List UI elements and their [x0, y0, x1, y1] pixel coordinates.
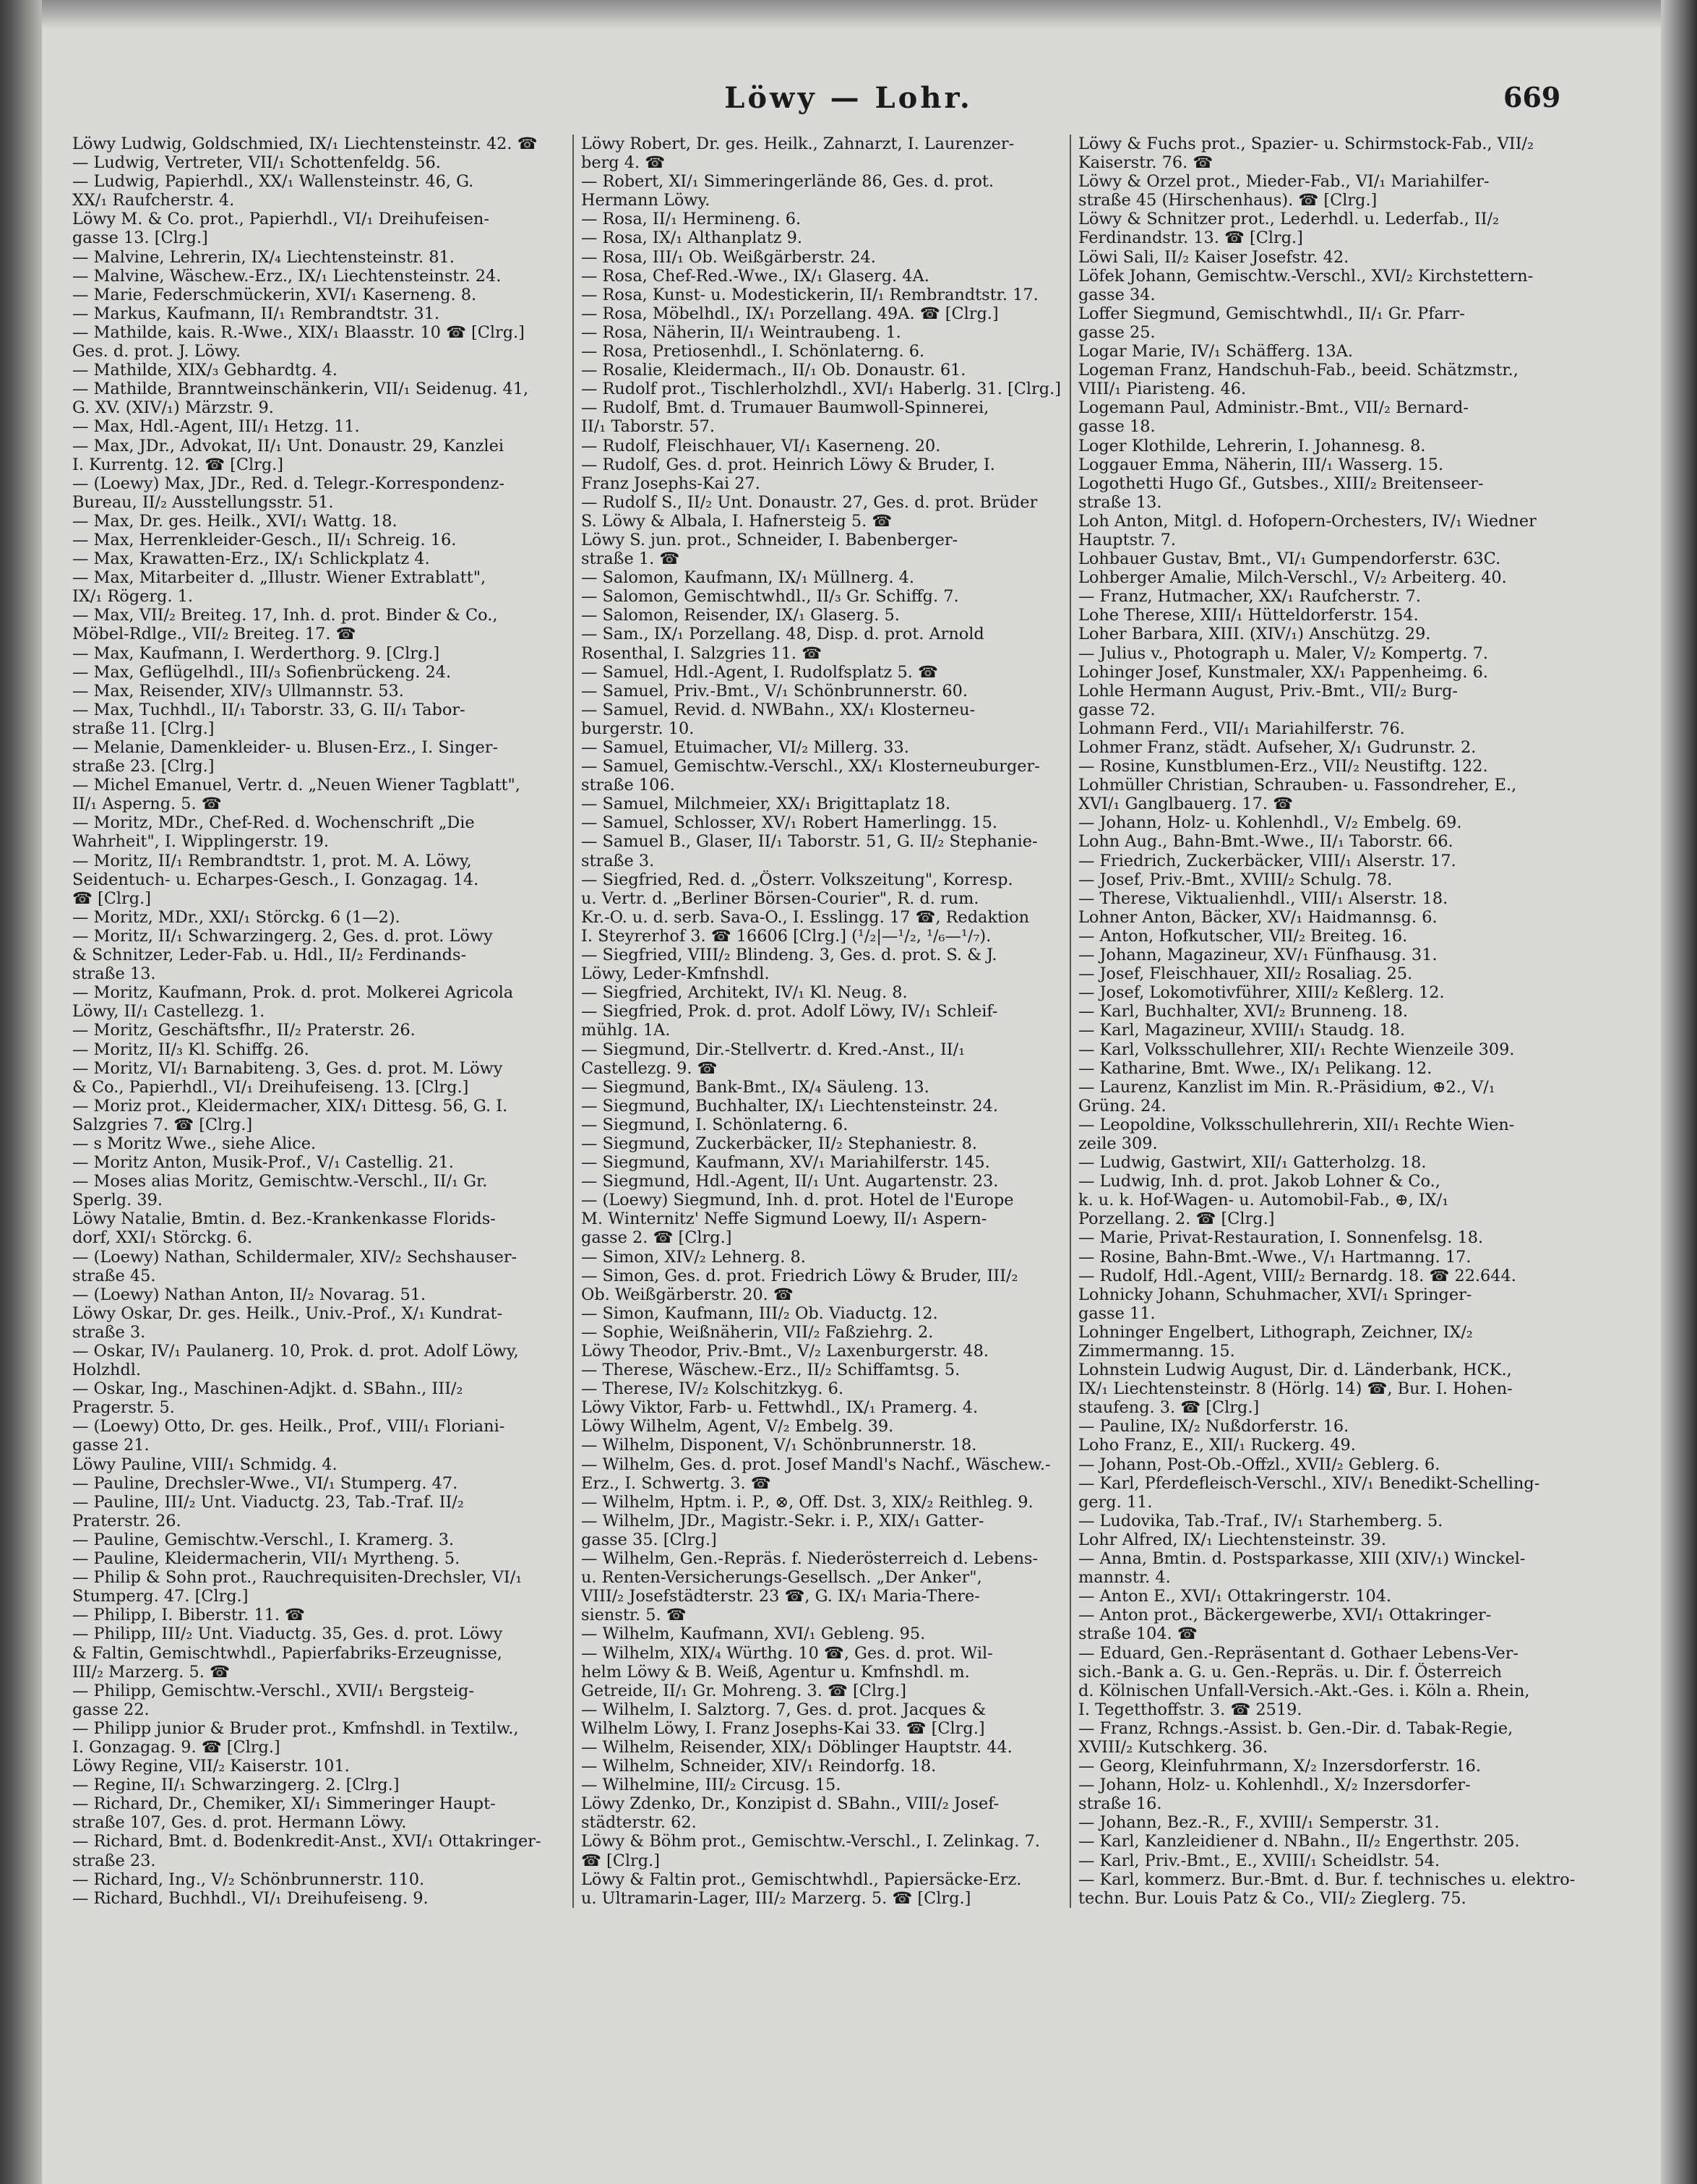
directory-entry-line: Castellezg. 9. ☎	[581, 1058, 718, 1078]
directory-entry-line: Praterstr. 26.	[72, 1511, 181, 1530]
directory-entry-line: Löwy M. & Co. prot., Papierhdl., VI/₁ Dreihufeisen-	[72, 210, 489, 229]
directory-entry-line: — Moses alias Moritz, Gemischtw.-Verschl., II/₁ Gr.	[72, 1172, 488, 1191]
directory-entry-line: — Max, Kaufmann, I. Werderthorg. 9. [Clrg.]	[72, 643, 440, 663]
directory-entry-line: Loho Franz, E., XII/₁ Ruckerg. 49.	[1078, 1436, 1356, 1455]
directory-entry-line: IX/₁ Rögerg. 1.	[72, 587, 193, 607]
directory-entry-line: Lohe Therese, XIII/₁ Hütteldorferstr. 154.	[1078, 606, 1419, 625]
directory-entry-line: — Wilhelm, Disponent, V/₁ Schönbrunnerstr. 18.	[581, 1436, 977, 1455]
directory-entry-line: Lohmann Ferd., VII/₁ Mariahilferstr. 76.	[1078, 719, 1405, 738]
directory-entry-line: Bureau, II/₂ Ausstellungsstr. 51.	[72, 492, 334, 512]
directory-entry-line: — Therese, IV/₂ Kolschitzkyg. 6.	[581, 1379, 844, 1399]
directory-entry-line: — Karl, Kanzleidiener d. NBahn., II/₂ Engerthstr. 205.	[1078, 1832, 1520, 1851]
directory-entry-line: I. Tegetthoffstr. 3. ☎ 2519.	[1078, 1700, 1302, 1719]
directory-entry-line: — Samuel, Priv.-Bmt., V/₁ Schönbrunnerstr. 60.	[581, 681, 968, 701]
directory-entry-line: gerg. 11.	[1078, 1492, 1153, 1512]
directory-entry-line: straße 3.	[581, 851, 655, 870]
directory-entry-line: — Moritz, VI/₁ Barnabiteng. 3, Ges. d. prot. M. Löwy	[72, 1058, 503, 1078]
directory-entry-line: — Rudolf, Ges. d. prot. Heinrich Löwy & Bruder, I.	[581, 455, 995, 474]
directory-entry-line: straße 11. [Clrg.]	[72, 719, 215, 738]
directory-entry-line: — Rudolf S., II/₂ Unt. Donaustr. 27, Ges. d. prot. Brüder	[581, 492, 1038, 512]
directory-entry-line: & Co., Papierhdl., VI/₁ Dreihufeiseng. 13. [Clrg.]	[72, 1077, 469, 1097]
directory-entry-line: — Regine, II/₁ Schwarzingerg. 2. [Clrg.]	[72, 1776, 400, 1795]
directory-entry-line: Logar Marie, IV/₁ Schäfferg. 13A.	[1078, 342, 1353, 361]
directory-entry-line: II/₁ Asperng. 5. ☎	[72, 795, 222, 814]
directory-entry-line: straße 23. [Clrg.]	[72, 757, 215, 776]
directory-entry-line: Grüng. 24.	[1078, 1096, 1167, 1115]
directory-entry-line: — Max, Krawatten-Erz., IX/₁ Schlickplatz 4.	[72, 549, 430, 569]
directory-entry-line: Lohmüller Christian, Schrauben- u. Fassondreher, E.,	[1078, 776, 1517, 795]
directory-entry-line: — (Loewy) Siegmund, Inh. d. prot. Hotel de l'Europe	[581, 1191, 1014, 1210]
directory-entry-line: Lohmer Franz, städt. Aufseher, X/₁ Gudrunstr. 2.	[1078, 738, 1477, 757]
directory-entry-line: Hermann Löwy.	[581, 191, 710, 210]
directory-entry-line: — Wilhelmine, III/₂ Circusg. 15.	[581, 1776, 841, 1795]
directory-entry-line: — Moritz, II/₁ Schwarzingerg. 2, Ges. d. prot. Löwy	[72, 926, 493, 946]
directory-entry-line: — Rudolf, Fleischhauer, VI/₁ Kaserneng. 20.	[581, 436, 941, 455]
directory-entry-line: — Wilhelm, Schneider, XIV/₁ Reindorfg. 18.	[581, 1757, 937, 1776]
directory-entry-line: u. Vertr. d. „Berliner Börsen-Courier", R. d. rum.	[581, 888, 979, 908]
directory-entry-line: VIII/₁ Piaristeng. 46.	[1078, 380, 1247, 399]
directory-entry-line: — Ludwig, Vertreter, VII/₁ Schottenfeldg. 56.	[72, 153, 441, 173]
directory-entry-line: — Rudolf prot., Tischlerholzhdl., XVI/₁ Haberlg. 31. [Clrg.]	[581, 380, 1061, 399]
directory-entry-line: — Moriz prot., Kleidermacher, XIX/₁ Dittesg. 56, G. I.	[72, 1096, 508, 1115]
directory-entry-line: straße 23.	[72, 1851, 156, 1870]
directory-entry-line: Löwy Viktor, Farb- u. Fettwhdl., IX/₁ Pramerg. 4.	[581, 1398, 979, 1418]
directory-entry-line: — Wilhelm, I. Salztorg. 7, Ges. d. prot. Jacques &	[581, 1700, 987, 1719]
directory-entry-line: — Siegfried, VIII/₂ Blindeng. 3, Ges. d. prot. S. & J.	[581, 946, 997, 965]
directory-entry-line: — Karl, Pferdefleisch-Verschl., XIV/₁ Benedikt-Schelling-	[1078, 1473, 1540, 1493]
directory-entry-line: — Samuel B., Glaser, II/₁ Taborstr. 51, G. II/₂ Stephanie-	[581, 832, 1038, 852]
directory-entry-line: — Max, Tuchhdl., II/₁ Taborstr. 33, G. II/₁ Tabor-	[72, 700, 465, 719]
directory-entry-line: — Oskar, Ing., Maschinen-Adjkt. d. SBahn., III/₂	[72, 1379, 463, 1399]
directory-entry-line: dorf, XXI/₁ Störckg. 6.	[72, 1228, 253, 1248]
directory-entry-line: — Franz, Rchngs.-Assist. b. Gen.-Dir. d. Tabak-Regie,	[1078, 1718, 1513, 1738]
directory-entry-line: städterstr. 62.	[581, 1813, 697, 1833]
directory-entry-line: — Ludwig, Inh. d. prot. Jakob Lohner & Co.,	[1078, 1172, 1440, 1191]
directory-entry-line: Möbel-Rdlge., VII/₂ Breiteg. 17. ☎	[72, 625, 356, 644]
directory-entry-line: — Moritz, MDr., XXI/₁ Störckg. 6 (1—2).	[72, 907, 400, 927]
directory-entry-line: — Pauline, Kleidermacherin, VII/₁ Myrtheng. 5.	[72, 1549, 460, 1569]
directory-entry-line: I. Steyrerhof 3. ☎ 16606 [Clrg.] (¹/₂|—¹/₂, ¹/₆—¹/₇).	[581, 926, 992, 946]
directory-entry-line: Löwy & Schnitzer prot., Lederhdl. u. Lederfab., II/₂	[1078, 210, 1500, 229]
directory-entry-line: — Marie, Federschmückerin, XVI/₁ Kaserneng. 8.	[72, 285, 477, 304]
directory-entry-line: — Anton, Hofkutscher, VII/₂ Breiteg. 16.	[1078, 926, 1408, 946]
directory-entry-line: gasse 25.	[1078, 322, 1156, 342]
directory-entry-line: Löwy & Böhm prot., Gemischtw.-Verschl., I. Zelinkag. 7.	[581, 1832, 1040, 1851]
directory-entry-line: — Eduard, Gen.-Repräsentant d. Gothaer Lebens-Ver-	[1078, 1643, 1518, 1663]
directory-entry-line: S. Löwy & Albala, I. Hafnersteig 5. ☎	[581, 511, 893, 531]
directory-entry-line: Lohle Hermann August, Priv.-Bmt., VII/₂ Burg-	[1078, 681, 1458, 701]
directory-entry-line: gasse 21.	[72, 1436, 150, 1455]
directory-entry-line: k. u. k. Hof-Wagen- u. Automobil-Fab., ⊕, IX/₁	[1078, 1191, 1449, 1210]
directory-entry-line: — Karl, Magazineur, XVIII/₁ Staudg. 18.	[1078, 1021, 1406, 1040]
directory-entry-line: Hauptstr. 7.	[1078, 530, 1176, 549]
directory-entry-line: Lohnicky Johann, Schuhmacher, XVI/₁ Springer-	[1078, 1285, 1472, 1304]
directory-entry-line: III/₂ Marzerg. 5. ☎	[72, 1662, 230, 1682]
directory-entry-line: — Anna, Bmtin. d. Postsparkasse, XIII (XIV/₁) Winckel-	[1078, 1549, 1526, 1569]
directory-entry-line: — Rosine, Kunstblumen-Erz., VII/₂ Neustiftg. 122.	[1078, 757, 1488, 776]
directory-entry-line: Getreide, II/₁ Gr. Mohreng. 3. ☎ [Clrg.]	[581, 1681, 906, 1700]
directory-entry-line: — Siegmund, Dir.-Stellvertr. d. Kred.-Anst., II/₁	[581, 1040, 966, 1059]
directory-entry-line: — Melanie, Damenkleider- u. Blusen-Erz., I. Singer-	[72, 738, 499, 757]
directory-entry-line: — Siegmund, I. Schönlaterng. 6.	[581, 1115, 848, 1134]
directory-entry-line: — Rosa, Möbelhdl., IX/₁ Porzellang. 49A. ☎ [Clrg.]	[581, 304, 999, 323]
directory-entry-line: gasse 22.	[72, 1700, 150, 1719]
directory-entry-line: — Samuel, Milchmeier, XX/₁ Brigittaplatz 18.	[581, 795, 951, 814]
directory-entry-line: u. Renten-Versicherungs-Gesellsch. „Der Anker",	[581, 1568, 982, 1588]
directory-entry-line: — Samuel, Revid. d. NWBahn., XX/₁ Klosterneu-	[581, 700, 976, 719]
directory-entry-line: XX/₁ Raufcherstr. 4.	[72, 191, 235, 210]
directory-entry-line: — Josef, Priv.-Bmt., XVIII/₂ Schulg. 78.	[1078, 870, 1393, 889]
directory-entry-line: berg 4. ☎	[581, 153, 666, 173]
directory-entry-line: — Siegmund, Kaufmann, XV/₁ Mariahilferstr. 145.	[581, 1153, 990, 1173]
directory-entry-line: — Oskar, IV/₁ Paulanerg. 10, Prok. d. prot. Adolf Löwy,	[72, 1342, 519, 1361]
directory-entry-line: — Siegfried, Red. d. „Österr. Volkszeitung", Korresp.	[581, 870, 1013, 889]
directory-entry-line: Wilhelm Löwy, I. Franz Josephs-Kai 33. ☎ [Clrg.]	[581, 1718, 985, 1738]
directory-entry-line: Löwy & Fuchs prot., Spazier- u. Schirmstock-Fab., VII/₂	[1078, 134, 1534, 153]
directory-entry-line: — Max, Mitarbeiter d. „Illustr. Wiener Extrablatt",	[72, 568, 486, 588]
directory-entry-line: Loher Barbara, XIII. (XIV/₁) Anschützg. 29.	[1078, 625, 1431, 644]
directory-entry-line: — Simon, XIV/₂ Lehnerg. 8.	[581, 1247, 806, 1267]
directory-entry-line: Löwy Ludwig, Goldschmied, IX/₁ Liechtensteinstr. 42. ☎	[72, 134, 538, 153]
directory-entry-line: — Michel Emanuel, Vertr. d. „Neuen Wiener Tagblatt",	[72, 776, 520, 795]
directory-entry-line: G. XV. (XIV/₁) Märzstr. 9.	[72, 398, 274, 418]
directory-entry-line: sienstr. 5. ☎	[581, 1606, 687, 1625]
directory-entry-line: Rosenthal, I. Salzgries 11. ☎	[581, 643, 822, 663]
directory-entry-line: Sperlg. 39.	[72, 1191, 163, 1210]
directory-entry-line: — Siegmund, Zuckerbäcker, II/₂ Stephaniestr. 8.	[581, 1134, 977, 1153]
directory-entry-line: — Max, Hdl.-Agent, III/₁ Hetzg. 11.	[72, 417, 360, 437]
column-2	[572, 134, 1078, 1908]
directory-entry-line: — Salomon, Reisender, IX/₁ Glaserg. 5.	[581, 606, 900, 625]
directory-entry-line: gasse 35. [Clrg.]	[581, 1530, 717, 1549]
directory-entry-line: Logemann Paul, Administr.-Bmt., VII/₂ Bernard-	[1078, 398, 1469, 418]
directory-entry-line: — Philipp, Gemischtw.-Verschl., XVII/₁ Bergsteig-	[72, 1681, 474, 1700]
directory-entry-line: ☎ [Clrg.]	[581, 1851, 660, 1870]
directory-entry-line: Logothetti Hugo Gf., Gutsbes., XIII/₂ Breitenseer-	[1078, 474, 1484, 493]
directory-entry-line: Loffer Siegmund, Gemischtwhdl., II/₁ Gr. Pfarr-	[1078, 304, 1465, 323]
directory-entry-line: Löwy Oskar, Dr. ges. Heilk., Univ.-Prof., X/₁ Kundrat-	[72, 1303, 503, 1323]
directory-entry-line: — Ludovika, Tab.-Traf., IV/₁ Starhemberg. 5.	[1078, 1511, 1443, 1530]
directory-entry-line: — Moritz, II/₁ Rembrandtstr. 1, prot. M. A. Löwy,	[72, 851, 472, 870]
directory-entry-line: — Johann, Bez.-R., F., XVIII/₁ Semperstr. 31.	[1078, 1813, 1440, 1833]
directory-entry-line: — Georg, Kleinfuhrmann, X/₂ Inzersdorferstr. 16.	[1078, 1757, 1482, 1776]
directory-entry-line: — Moritz, II/₃ Kl. Schiffg. 26.	[72, 1040, 309, 1059]
directory-entry-line: — Wilhelm, Gen.-Repräs. f. Niederösterreich d. Lebens-	[581, 1549, 1039, 1569]
directory-entry-line: — Wilhelm, Ges. d. prot. Josef Mandl's Nachf., Wäschew.-	[581, 1455, 1051, 1474]
directory-entry-line: — Rudolf, Hdl.-Agent, VIII/₂ Bernardg. 18. ☎ 22.644.	[1078, 1266, 1516, 1285]
directory-entry-line: — Pauline, Gemischtw.-Verschl., I. Kramerg. 3.	[72, 1530, 455, 1549]
directory-entry-line: — Ludwig, Gastwirt, XII/₁ Gatterholzg. 18.	[1078, 1153, 1427, 1173]
column-3	[1070, 134, 1576, 1908]
directory-entry-line: — Siegmund, Buchhalter, IX/₁ Liechtensteinstr. 24.	[581, 1096, 998, 1115]
directory-entry-line: — Wilhelm, XIX/₄ Würthg. 10 ☎, Ges. d. prot. Wil-	[581, 1643, 993, 1663]
directory-entry-line: — Rosa, Näherin, II/₁ Weintraubeng. 1.	[581, 322, 901, 342]
directory-entry-line: — Johann, Post-Ob.-Offzl., XVII/₂ Geblerg. 6.	[1078, 1455, 1440, 1474]
directory-entry-line: — Ludwig, Papierhdl., XX/₁ Wallensteinstr. 46, G.	[72, 172, 474, 192]
directory-entry-line: XVI/₁ Ganglbauerg. 17. ☎	[1078, 795, 1293, 814]
directory-entry-line: Löwy Regine, VII/₂ Kaiserstr. 101.	[72, 1757, 350, 1776]
directory-entry-line: Loger Klothilde, Lehrerin, I. Johannesg. 8.	[1078, 436, 1426, 455]
directory-entry-line: gasse 13. [Clrg.]	[72, 228, 208, 248]
directory-entry-line: Kaiserstr. 76. ☎	[1078, 153, 1213, 173]
directory-entry-line: Lohn Aug., Bahn-Bmt.-Wwe., II/₁ Taborstr. 66.	[1078, 832, 1453, 852]
directory-entry-line: — Anton prot., Bäckergewerbe, XVI/₁ Ottakringer-	[1078, 1606, 1492, 1625]
directory-entry-line: — Samuel, Etuimacher, VI/₂ Millerg. 33.	[581, 738, 909, 757]
directory-entry-line: straße 107, Ges. d. prot. Hermann Löwy.	[72, 1813, 407, 1833]
directory-entry-line: — Max, JDr., Advokat, II/₁ Unt. Donaustr. 29, Kanzlei	[72, 436, 504, 455]
directory-entry-line: — Philipp junior & Bruder prot., Kmfnshdl. in Textilw.,	[72, 1718, 519, 1738]
directory-entry-line: Löwy Natalie, Bmtin. d. Bez.-Krankenkasse Florids-	[72, 1209, 496, 1229]
directory-entry-line: mannstr. 4.	[1078, 1568, 1171, 1588]
directory-entry-line: Holzhdl.	[72, 1361, 141, 1380]
directory-entry-line: — Simon, Ges. d. prot. Friedrich Löwy & Bruder, III/₂	[581, 1266, 1018, 1285]
directory-entry-line: Löfek Johann, Gemischtw.-Verschl., XVI/₂ Kirchstettern-	[1078, 266, 1534, 286]
directory-entry-line: Löwy S. jun. prot., Schneider, I. Babenberger-	[581, 530, 958, 549]
directory-entry-line: — Sam., IX/₁ Porzellang. 48, Disp. d. prot. Arnold	[581, 625, 984, 644]
directory-entry-line: — Franz, Hutmacher, XX/₁ Raufcherstr. 7.	[1078, 587, 1421, 607]
directory-entry-line: gasse 34.	[1078, 285, 1156, 304]
directory-entry-line: Löwy Pauline, VIII/₁ Schmidg. 4.	[72, 1455, 338, 1474]
directory-entry-line: — Therese, Viktualienhdl., VIII/₁ Alserstr. 18.	[1078, 888, 1448, 908]
directory-entry-line: — Malvine, Wäschew.-Erz., IX/₁ Liechtensteinstr. 24.	[72, 266, 502, 286]
directory-entry-line: — Samuel, Schlosser, XV/₁ Robert Hamerlingg. 15.	[581, 813, 997, 833]
directory-entry-line: VIII/₂ Josefstädterstr. 23 ☎, G. IX/₁ Maria-There-	[581, 1587, 980, 1606]
directory-entry-line: — Max, VII/₂ Breiteg. 17, Inh. d. prot. Binder & Co.,	[72, 606, 498, 625]
directory-entry-line: — Karl, Priv.-Bmt., E., XVIII/₁ Scheidlstr. 54.	[1078, 1851, 1440, 1870]
directory-entry-line: Franz Josephs-Kai 27.	[581, 474, 760, 493]
directory-entry-line: Ges. d. prot. J. Löwy.	[72, 342, 241, 361]
directory-entry-line: — Laurenz, Kanzlist im Min. R.-Präsidium, ⊕2., V/₁	[1078, 1077, 1495, 1097]
directory-entry-line: Lohinger Josef, Kunstmaler, XX/₁ Pappenheimg. 6.	[1078, 662, 1488, 682]
directory-entry-line: — Therese, Wäschew.-Erz., II/₂ Schiffamtsg. 5.	[581, 1361, 961, 1380]
directory-entry-line: Löwy Wilhelm, Agent, V/₂ Embelg. 39.	[581, 1417, 894, 1436]
directory-entry-line: — s Moritz Wwe., siehe Alice.	[72, 1134, 317, 1153]
directory-entry-line: d. Kölnischen Unfall-Versich.-Akt.-Ges. i. Köln a. Rhein,	[1078, 1681, 1530, 1700]
directory-entry-line: — Samuel, Hdl.-Agent, I. Rudolfsplatz 5. ☎	[581, 662, 938, 682]
directory-entry-line: Pragerstr. 5.	[72, 1398, 175, 1418]
directory-entry-line: — Josef, Fleischhauer, XII/₂ Rosaliag. 25.	[1078, 964, 1413, 984]
directory-entry-line: — Siegfried, Prok. d. prot. Adolf Löwy, IV/₁ Schleif-	[581, 1002, 998, 1022]
directory-entry-line: Löwy & Faltin prot., Gemischtwhdl., Papiersäcke-Erz.	[581, 1870, 1022, 1889]
directory-entry-line: — Rosa, IX/₁ Althanplatz 9.	[581, 228, 802, 248]
directory-entry-line: Loh Anton, Mitgl. d. Hofopern-Orchesters, IV/₁ Wiedner	[1078, 511, 1537, 531]
directory-entry-line: — Pauline, IX/₂ Nußdorferstr. 16.	[1078, 1417, 1349, 1436]
directory-entry-line: Lohbauer Gustav, Bmt., VI/₁ Gumpendorferstr. 63C.	[1078, 549, 1501, 569]
directory-entry-line: Porzellang. 2. ☎ [Clrg.]	[1078, 1209, 1275, 1229]
directory-entry-line: — Robert, XI/₁ Simmeringerlände 86, Ges. d. prot.	[581, 172, 994, 192]
directory-entry-line: — Johann, Holz- u. Kohlenhdl., V/₂ Embelg. 69.	[1078, 813, 1462, 833]
directory-entry-line: XVIII/₂ Kutschkerg. 36.	[1078, 1737, 1268, 1757]
directory-entry-line: — Max, Dr. ges. Heilk., XVI/₁ Wattg. 18.	[72, 511, 398, 531]
directory-entry-line: — Mathilde, XIX/₃ Gebhardtg. 4.	[72, 361, 338, 380]
running-title: Löwy — Lohr.	[724, 81, 973, 115]
directory-entry-line: — Siegmund, Bank-Bmt., IX/₄ Säuleng. 13.	[581, 1077, 929, 1097]
directory-entry-line: — Sophie, Weißnäherin, VII/₂ Faßziehrg. 2.	[581, 1322, 934, 1342]
directory-entry-line: helm Löwy & B. Weiß, Agentur u. Kmfnshdl. m.	[581, 1662, 970, 1682]
directory-entry-line: I. Kurrentg. 12. ☎ [Clrg.]	[72, 455, 284, 474]
page-number: 669	[1503, 81, 1561, 114]
directory-entry-line: Loggauer Emma, Näherin, III/₁ Wasserg. 15.	[1078, 455, 1444, 474]
directory-entry-line: straße 45.	[72, 1266, 156, 1285]
directory-entry-line: — (Loewy) Nathan, Schildermaler, XIV/₂ Sechshauser-	[72, 1247, 517, 1267]
directory-entry-line: straße 3.	[72, 1322, 146, 1342]
directory-entry-line: Lohr Alfred, IX/₁ Liechtensteinstr. 39.	[1078, 1530, 1386, 1549]
directory-entry-line: — Richard, Buchhdl., VI/₁ Dreihufeiseng. 9.	[72, 1888, 429, 1908]
directory-entry-line: — Philip & Sohn prot., Rauchrequisiten-Drechsler, VI/₁	[72, 1568, 523, 1588]
directory-entry-line: IX/₁ Liechtensteinstr. 8 (Hörlg. 14) ☎, Bur. I. Hohen-	[1078, 1379, 1513, 1399]
directory-entry-line: straße 45 (Hirschenhaus). ☎ [Clrg.]	[1078, 191, 1378, 210]
directory-entry-line: gasse 2. ☎ [Clrg.]	[581, 1228, 732, 1248]
directory-entry-line: Löwy, II/₁ Castellezg. 1.	[72, 1002, 265, 1022]
directory-entry-line: burgerstr. 10.	[581, 719, 695, 738]
directory-entry-line: — Moritz Anton, Musik-Prof., V/₁ Castellig. 21.	[72, 1153, 454, 1173]
directory-entry-line: Salzgries 7. ☎ [Clrg.]	[72, 1115, 253, 1134]
directory-entry-line: — Friedrich, Zuckerbäcker, VIII/₁ Alserstr. 17.	[1078, 851, 1456, 870]
directory-entry-line: — Richard, Dr., Chemiker, XI/₁ Simmeringer Haupt-	[72, 1794, 496, 1814]
directory-entry-line: Lohninger Engelbert, Lithograph, Zeichner, IX/₂	[1078, 1322, 1473, 1342]
directory-entry-line: — Siegfried, Architekt, IV/₁ Kl. Neug. 8.	[581, 983, 908, 1003]
directory-entry-line: — Samuel, Gemischtw.-Verschl., XX/₁ Klosterneuburger-	[581, 757, 1040, 776]
directory-entry-line: Ferdinandstr. 13. ☎ [Clrg.]	[1078, 228, 1303, 248]
directory-entry-line: — Mathilde, Branntweinschänkerin, VII/₁ Seidenug. 41,	[72, 380, 529, 399]
directory-entry-line: Löwy Theodor, Priv.-Bmt., V/₂ Laxenburgerstr. 48.	[581, 1342, 989, 1361]
directory-entry-line: — Wilhelm, Reisender, XIX/₁ Döblinger Hauptstr. 44.	[581, 1737, 1013, 1757]
directory-entry-line: — Wilhelm, Kaufmann, XVI/₁ Gebleng. 95.	[581, 1624, 926, 1644]
directory-entry-line: — Marie, Privat-Restauration, I. Sonnenfelsg. 18.	[1078, 1228, 1484, 1248]
directory-entry-line: straße 106.	[581, 776, 675, 795]
directory-entry-line: — Richard, Ing., V/₂ Schönbrunnerstr. 110.	[72, 1870, 425, 1889]
directory-entry-line: Lohner Anton, Bäcker, XV/₁ Haidmannsg. 6.	[1078, 907, 1438, 927]
directory-entry-line: — Salomon, Gemischtwhdl., II/₃ Gr. Schiffg. 7.	[581, 587, 959, 607]
directory-entry-line: — Wilhelm, JDr., Magistr.-Sekr. i. P., XIX/₁ Gatter-	[581, 1511, 984, 1530]
directory-entry-line: — Philipp, III/₂ Unt. Viaductg. 35, Ges. d. prot. Löwy	[72, 1624, 503, 1644]
directory-entry-line: Löwy Robert, Dr. ges. Heilk., Zahnarzt, I. Laurenzer-	[581, 134, 1015, 153]
directory-entry-line: — Rosa, Chef-Red.-Wwe., IX/₁ Glaserg. 4A.	[581, 266, 929, 286]
directory-entry-line: straße 13.	[72, 964, 156, 984]
directory-entry-line: Lohnstein Ludwig August, Dir. d. Länderbank, HCK.,	[1078, 1361, 1512, 1380]
directory-entry-line: — Rosa, III/₁ Ob. Weißgärberstr. 24.	[581, 247, 876, 267]
directory-entry-line: — Simon, Kaufmann, III/₂ Ob. Viaductg. 12.	[581, 1303, 938, 1323]
directory-entry-line: — Max, Reisender, XIV/₃ Ullmannstr. 53.	[72, 681, 404, 701]
directory-entry-line: — Rosa, Kunst- u. Modestickerin, II/₁ Rembrandtstr. 17.	[581, 285, 1039, 304]
directory-entry-line: — (Loewy) Nathan Anton, II/₂ Novarag. 51.	[72, 1285, 426, 1304]
directory-entry-line: — Leopoldine, Volksschullehrerin, XII/₁ Rechte Wien-	[1078, 1115, 1515, 1134]
directory-entry-line: Löwy Zdenko, Dr., Konzipist d. SBahn., VIII/₂ Josef-	[581, 1794, 1000, 1814]
directory-entry-line: sich.-Bank a. G. u. Gen.-Repräs. u. Dir. f. Österreich	[1078, 1662, 1503, 1682]
directory-entry-line: techn. Bur. Louis Patz & Co., VII/₂ Zieglerg. 75.	[1078, 1888, 1466, 1908]
directory-entry-line: — Wilhelm, Hptm. i. P., ⊗, Off. Dst. 3, XIX/₂ Reithleg. 9.	[581, 1492, 1034, 1512]
directory-entry-line: mühlg. 1A.	[581, 1021, 671, 1040]
directory-entry-line: & Faltin, Gemischtwhdl., Papierfabriks-Erzeugnisse,	[72, 1643, 502, 1663]
directory-entry-line: — Johann, Magazineur, XV/₁ Fünfhausg. 31.	[1078, 946, 1438, 965]
directory-entry-line: Kr.-O. u. d. serb. Sava-O., I. Esslingg. 17 ☎, Redaktion	[581, 907, 1030, 927]
directory-entry-line: — Rudolf, Bmt. d. Trumauer Baumwoll-Spinnerei,	[581, 398, 989, 418]
directory-entry-line: straße 1. ☎	[581, 549, 680, 569]
directory-entry-line: — Rosine, Bahn-Bmt.-Wwe., V/₁ Hartmanng. 17.	[1078, 1247, 1472, 1267]
directory-entry-line: — Rosa, II/₁ Hermineng. 6.	[581, 210, 802, 229]
directory-entry-line: Wahrheit", I. Wipplingerstr. 19.	[72, 832, 330, 852]
directory-entry-line: — Moritz, Geschäftsfhr., II/₂ Praterstr. 26.	[72, 1021, 416, 1040]
directory-entry-line: — Max, Herrenkleider-Gesch., II/₁ Schreig. 16.	[72, 530, 457, 549]
directory-entry-line: — Pauline, III/₂ Unt. Viaductg. 23, Tab.-Traf. II/₂	[72, 1492, 464, 1512]
directory-entry-line: — (Loewy) Otto, Dr. ges. Heilk., Prof., VIII/₁ Floriani-	[72, 1417, 505, 1436]
directory-entry-line: Stumperg. 47. [Clrg.]	[72, 1587, 249, 1606]
directory-entry-line: II/₁ Taborstr. 57.	[581, 417, 715, 437]
directory-entry-line: — Johann, Holz- u. Kohlenhdl., X/₂ Inzersdorfer-	[1078, 1776, 1471, 1795]
directory-entry-line: gasse 11.	[1078, 1303, 1156, 1323]
scan-top-edge	[0, 0, 1697, 29]
directory-entry-line: — Katharine, Bmt. Wwe., IX/₁ Pelikang. 12.	[1078, 1058, 1432, 1078]
directory-entry-line: — Karl, Buchhalter, XVI/₂ Brunneng. 18.	[1078, 1002, 1409, 1022]
directory-entry-line: — Max, Geflügelhdl., III/₃ Sofienbrückeng. 24.	[72, 662, 452, 682]
directory-entry-line: — Julius v., Photograph u. Maler, V/₂ Kompertg. 7.	[1078, 643, 1488, 663]
directory-entry-line: Erz., I. Schwertg. 3. ☎	[581, 1473, 771, 1493]
directory-entry-line: Logeman Franz, Handschuh-Fab., beeid. Schätzmstr.,	[1078, 361, 1518, 380]
directory-entry-line: straße 13.	[1078, 492, 1162, 512]
directory-entry-line: — Karl, kommerz. Bur.-Bmt. d. Bur. f. technisches u. elektro-	[1078, 1870, 1576, 1889]
directory-entry-line: Löwy & Orzel prot., Mieder-Fab., VI/₁ Mariahilfer-	[1078, 172, 1490, 192]
directory-entry-line: Seidentuch- u. Echarpes-Gesch., I. Gonzagag. 14.	[72, 870, 479, 889]
directory-entry-line: — (Loewy) Max, JDr., Red. d. Telegr.-Korrespondenz-	[72, 474, 504, 493]
directory-entry-line: Zimmermanng. 15.	[1078, 1342, 1235, 1361]
directory-entry-line: Ob. Weißgärberstr. 20. ☎	[581, 1285, 794, 1304]
directory-entry-line: — Mathilde, kais. R.-Wwe., XIX/₁ Blaasstr. 10 ☎ [Clrg.]	[72, 322, 525, 342]
scan-left-edge	[0, 0, 42, 2184]
directory-entry-line: — Anton E., XVI/₁ Ottakringerstr. 104.	[1078, 1587, 1392, 1606]
directory-entry-line: — Malvine, Lehrerin, IX/₄ Liechtensteinstr. 81.	[72, 247, 455, 267]
directory-entry-line: Löwi Sali, II/₂ Kaiser Josefstr. 42.	[1078, 247, 1349, 267]
column-1	[72, 134, 578, 1908]
directory-entry-line: — Salomon, Kaufmann, IX/₁ Müllnerg. 4.	[581, 568, 915, 588]
directory-entry-line: — Moritz, Kaufmann, Prok. d. prot. Molkerei Agricola	[72, 983, 514, 1003]
directory-entry-line: — Pauline, Drechsler-Wwe., VI/₁ Stumperg. 47.	[72, 1473, 458, 1493]
directory-entry-line: ☎ [Clrg.]	[72, 888, 151, 908]
directory-entry-line: Lohberger Amalie, Milch-Verschl., V/₂ Arbeiterg. 40.	[1078, 568, 1507, 588]
directory-entry-line: — Rosa, Pretiosenhdl., I. Schönlaterng. 6.	[581, 342, 925, 361]
directory-entry-line: — Karl, Volksschullehrer, XII/₁ Rechte Wienzeile 309.	[1078, 1040, 1515, 1059]
directory-entry-line: staufeng. 3. ☎ [Clrg.]	[1078, 1398, 1260, 1418]
directory-entry-line: Löwy, Leder-Kmfnshdl.	[581, 964, 770, 984]
directory-entry-line: straße 104. ☎	[1078, 1624, 1198, 1644]
directory-entry-line: & Schnitzer, Leder-Fab. u. Hdl., II/₂ Ferdinands-	[72, 946, 467, 965]
directory-entry-line: — Markus, Kaufmann, II/₁ Rembrandtstr. 31.	[72, 304, 440, 323]
directory-entry-line: — Philipp, I. Biberstr. 11. ☎	[72, 1606, 305, 1625]
directory-entry-line: — Richard, Bmt. d. Bodenkredit-Anst., XVI/₁ Ottakringer-	[72, 1832, 541, 1851]
directory-entry-line: straße 16.	[1078, 1794, 1162, 1814]
directory-entry-line: M. Winternitz' Neffe Sigmund Loewy, II/₁ Aspern-	[581, 1209, 987, 1229]
directory-entry-line: zeile 309.	[1078, 1134, 1158, 1153]
directory-entry-line: — Josef, Lokomotivführer, XIII/₂ Keßlerg. 12.	[1078, 983, 1445, 1003]
directory-entry-line: — Moritz, MDr., Chef-Red. d. Wochenschrift „Die	[72, 813, 475, 833]
scan-right-edge	[1661, 0, 1697, 2184]
directory-entry-line: gasse 18.	[1078, 417, 1156, 437]
directory-entry-line: — Siegmund, Hdl.-Agent, II/₁ Unt. Augartenstr. 23.	[581, 1172, 999, 1191]
directory-entry-line: — Rosalie, Kleidermach., II/₁ Ob. Donaustr. 61.	[581, 361, 966, 380]
directory-entry-line: gasse 72.	[1078, 700, 1156, 719]
directory-entry-line: I. Gonzagag. 9. ☎ [Clrg.]	[72, 1737, 280, 1757]
directory-entry-line: u. Ultramarin-Lager, III/₂ Marzerg. 5. ☎ [Clrg.]	[581, 1888, 971, 1908]
